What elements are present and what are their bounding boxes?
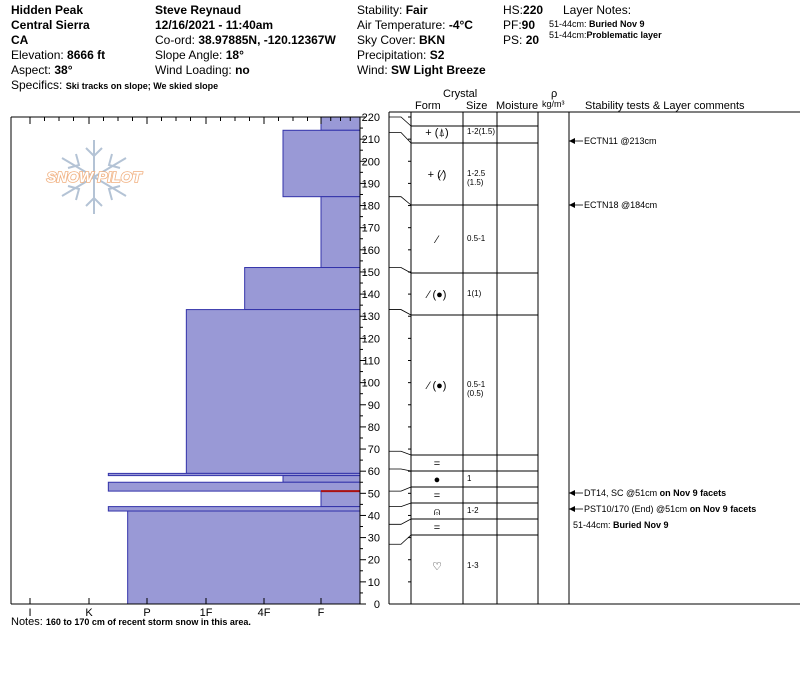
crystal-form: + (⍋) <box>425 127 449 139</box>
crystal-form: + (⁄) <box>427 169 447 181</box>
crystal-form: ⁄ (●) <box>427 380 447 392</box>
comment-text: ECTN11 @213cm <box>584 136 657 146</box>
location-name: Hidden Peak <box>11 3 84 17</box>
aspect-value: 38° <box>54 63 73 77</box>
hardness-bar <box>321 197 360 268</box>
y-tick-label: 170 <box>361 222 380 235</box>
specifics-value: Ski tracks on slope; We skied slope <box>65 81 219 91</box>
crystal-header: Crystal <box>443 88 478 100</box>
crystal-form: ⁄ <box>436 234 438 246</box>
crystal-form: ● <box>433 474 441 486</box>
y-tick-label: 20 <box>367 554 380 567</box>
wind-loading-label: Wind Loading: <box>155 63 236 77</box>
aspect-label: Aspect: <box>11 63 55 77</box>
precip-value: S2 <box>429 48 445 62</box>
crystal-size: 0.5-1 <box>467 380 486 389</box>
crystal-form: ♡ <box>432 561 442 573</box>
layer-connector <box>389 197 411 205</box>
comment-arrowhead <box>569 138 575 144</box>
y-tick-label: 10 <box>367 576 380 589</box>
slope-label: Slope Angle: <box>155 48 226 62</box>
hardness-tick-label: 4F <box>257 607 271 619</box>
comment-emphasis: Buried Nov 9 <box>613 520 669 530</box>
wind-label: Wind: <box>357 63 392 77</box>
crystal-size: 1(1) <box>467 289 482 298</box>
air-temp-value: -4°C <box>448 18 473 32</box>
y-tick-label: 180 <box>361 200 380 213</box>
slope-value: 18° <box>225 48 244 62</box>
layer-note-2-range: 51-44cm: <box>549 30 587 40</box>
y-tick-label: 120 <box>361 333 380 346</box>
layer-connector <box>389 310 411 315</box>
stability-comment <box>584 136 657 146</box>
state-name: CA <box>11 33 29 47</box>
crystal-form: = <box>433 458 441 470</box>
crystal-size: 1-2(1.5) <box>467 127 496 136</box>
density-unit: kg/m³ <box>542 99 565 109</box>
crystal-form: = <box>433 490 441 502</box>
stability-comment <box>584 200 657 210</box>
elevation-label: Elevation: <box>11 48 68 62</box>
specifics-label: Specifics: <box>11 78 66 92</box>
y-tick-label: 80 <box>367 421 380 434</box>
stability-comments-header: Stability tests & Layer comments <box>585 100 745 112</box>
comment-text: ECTN18 @184cm <box>584 200 658 210</box>
stability-comment <box>584 488 726 498</box>
wind-value: SW Light Breeze <box>391 63 486 77</box>
hardness-tick-label: F <box>317 607 325 619</box>
hs-label: HS: <box>503 3 524 17</box>
snowpilot-watermark <box>47 140 144 214</box>
layer-notes-heading: Layer Notes: <box>563 3 632 17</box>
precip-label: Precipitation: <box>357 48 430 62</box>
crystal-size: 1-3 <box>467 561 479 570</box>
layer-connector <box>389 519 411 524</box>
hardness-bar <box>108 482 360 491</box>
coord-value: 38.97885N, -120.12367W <box>198 33 336 47</box>
hardness-bar <box>128 511 360 604</box>
hardness-tick-label: P <box>143 607 151 619</box>
hardness-bar <box>108 507 360 511</box>
layer-connector <box>389 117 411 126</box>
y-tick-label: 30 <box>367 532 380 545</box>
comment-emphasis: on Nov 9 facets <box>689 504 757 514</box>
crystal-form: ⍝ <box>433 506 441 518</box>
comment-text: 51-44cm: <box>573 520 614 530</box>
crystal-size: (1.5) <box>467 178 484 187</box>
stability-label: Stability: <box>357 3 406 17</box>
y-tick-label: 220 <box>361 112 380 124</box>
pf-value: 90 <box>521 18 536 32</box>
y-tick-label: 100 <box>361 377 380 390</box>
density-symbol: ρ <box>551 88 558 100</box>
y-tick-label: 140 <box>361 289 380 302</box>
crystal-size: 1-2.5 <box>467 169 486 178</box>
comment-arrowhead <box>569 490 575 496</box>
crystal-size: 0.5-1 <box>467 234 486 243</box>
observation-datetime: 12/16/2021 - 11:40am <box>155 18 274 32</box>
y-tick-label: 150 <box>361 266 380 279</box>
ps-label: PS: <box>503 33 526 47</box>
y-tick-label: 0 <box>373 599 380 611</box>
coord-label: Co-ord: <box>155 33 199 47</box>
crystal-form: = <box>433 522 441 534</box>
layer-note-2-text: Problematic layer <box>586 30 662 40</box>
comment-text: DT14, SC @51cm <box>584 488 660 498</box>
region-name: Central Sierra <box>11 18 90 32</box>
y-tick-label: 130 <box>361 311 380 324</box>
layer-connector <box>389 535 411 544</box>
layer-note-1-text: Buried Nov 9 <box>589 19 645 29</box>
stability-comment <box>573 520 669 530</box>
comment-text: PST10/170 (End) @51cm <box>584 504 690 514</box>
crystal-size: 1-2 <box>467 506 479 515</box>
comment-emphasis: on Nov 9 facets <box>659 488 727 498</box>
form-header: Form <box>415 100 441 112</box>
elevation-value: 8666 ft <box>67 48 106 62</box>
y-tick-label: 60 <box>367 466 380 479</box>
layer-connector <box>389 487 411 491</box>
comment-arrowhead <box>569 506 575 512</box>
notes-label: Notes: <box>11 616 46 628</box>
hardness-bar <box>245 268 360 310</box>
hardness-tick-label: K <box>85 607 93 619</box>
crystal-size: 1 <box>467 474 472 483</box>
hs-value: 220 <box>523 3 544 17</box>
y-tick-label: 50 <box>367 488 380 501</box>
layer-connector <box>389 503 411 507</box>
watermark-text: SNOW PILOT <box>46 169 142 186</box>
y-tick-label: 210 <box>361 134 380 147</box>
y-tick-label: 40 <box>367 510 380 523</box>
hardness-bar <box>283 130 360 196</box>
layer-connector <box>389 132 411 143</box>
pf-label: PF: <box>503 18 522 32</box>
sky-cover-label: Sky Cover: <box>357 33 420 47</box>
hardness-bar <box>186 310 360 474</box>
hardness-bar <box>283 476 360 483</box>
hardness-tick-label: I <box>28 607 32 619</box>
layer-connector <box>389 268 411 273</box>
layer-connector <box>389 469 411 471</box>
notes-value: 160 to 170 cm of recent storm snow in this area. <box>45 617 251 627</box>
hardness-tick-label: 1F <box>199 607 213 619</box>
y-tick-label: 190 <box>361 178 380 191</box>
moisture-header: Moisture <box>496 100 539 112</box>
air-temp-label: Air Temperature: <box>357 18 449 32</box>
comment-arrowhead <box>569 202 575 208</box>
wind-loading-value: no <box>235 63 250 77</box>
y-tick-label: 70 <box>367 444 380 457</box>
y-tick-label: 200 <box>361 156 380 169</box>
stability-comment <box>584 504 756 514</box>
layer-note-1-range: 51-44cm: <box>549 19 590 29</box>
crystal-form: ⁄ (●) <box>427 289 447 301</box>
y-tick-label: 90 <box>367 399 380 412</box>
observer-name: Steve Reynaud <box>155 3 242 17</box>
y-tick-label: 110 <box>362 355 380 368</box>
hardness-bar <box>321 491 360 506</box>
sky-cover-value: BKN <box>419 33 446 47</box>
size-header: Size <box>466 100 488 112</box>
y-tick-label: 160 <box>361 244 380 257</box>
ps-value: 20 <box>525 33 540 47</box>
stability-value: Fair <box>405 3 428 17</box>
layer-connector <box>389 451 411 455</box>
crystal-size: (0.5) <box>467 389 484 398</box>
